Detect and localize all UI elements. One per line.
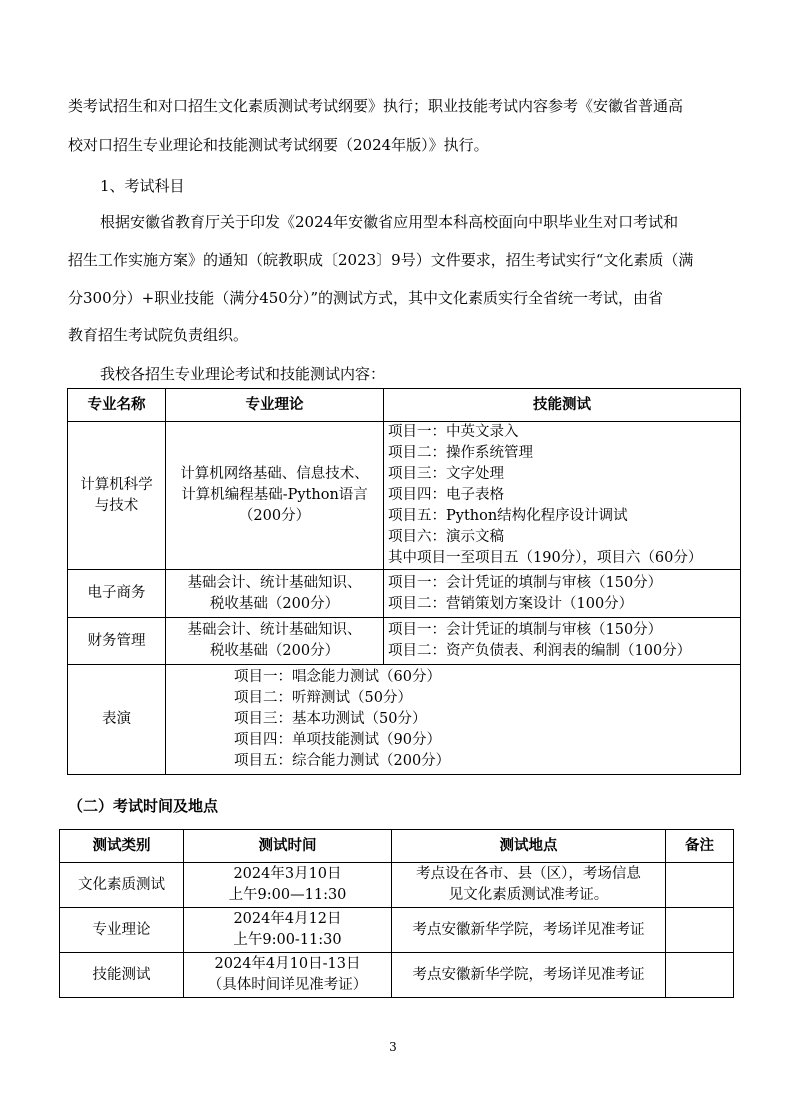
major-name-cell	[68, 665, 166, 775]
paragraph-line-5: 分300分）+职业技能（满分450分）”的测试方式，其中文化素质实行全省统一考试，由省	[68, 289, 664, 307]
header-major-name: 专业名称	[68, 389, 166, 422]
cell-line: 考点设在各市、县（区），考场信息	[416, 866, 641, 882]
theory-cell	[166, 570, 384, 618]
table-row	[60, 908, 734, 953]
cell-line: 项目四：电子表格	[388, 487, 504, 503]
cell-line: 其中项目一至项目五（190分），项目六（60分）	[388, 550, 703, 566]
note-cell	[666, 863, 734, 908]
cell-line: 项目一：会计凭证的填制与审核（150分）	[388, 622, 663, 638]
test-time-cell	[184, 863, 392, 908]
cell-line: 项目一：中英文录入	[388, 424, 519, 440]
cell-line: 计算机科学	[80, 476, 153, 493]
major-exam-content-table	[67, 388, 741, 775]
table-row	[68, 422, 741, 570]
major-name-cell	[68, 422, 166, 570]
cell-line: 2024年4月10日-13日	[214, 956, 361, 972]
cell-line: 项目六：演示文稿	[388, 529, 504, 545]
cell-line: 项目五：综合能力测试（200分）	[234, 753, 451, 769]
table-header-row	[60, 830, 734, 863]
cell-line: 项目一：会计凭证的填制与审核（150分）	[388, 574, 663, 591]
cell-line: 项目三：文字处理	[388, 466, 504, 482]
test-place-cell	[392, 863, 666, 908]
cell-line: 财务管理	[87, 632, 146, 649]
table-row	[68, 665, 741, 775]
cell-line: 计算机网络基础、信息技术、	[180, 466, 369, 482]
cell-line: 项目二：资产负债表、利润表的编制（100分）	[388, 643, 692, 659]
cell-line: 考点安徽新华学院，考场详见准考证	[412, 921, 645, 938]
cell-line: 上午9:00-11:30	[233, 932, 342, 948]
cell-line: 2024年3月10日	[233, 866, 342, 882]
cell-line: 上午9:00—11:30	[228, 887, 347, 903]
cell-line: 见文化素质测试准考证。	[448, 887, 609, 903]
test-place-cell	[392, 908, 666, 953]
skills-cell	[384, 570, 741, 618]
header-test-place: 测试地点	[392, 830, 666, 863]
cell-line: 项目二：操作系统管理	[388, 445, 533, 461]
test-category-cell: 技能测试	[60, 953, 184, 998]
major-name-cell	[68, 570, 166, 618]
cell-line: 项目五：Python结构化程序设计调试	[388, 508, 628, 524]
test-category-cell: 文化素质测试	[60, 863, 184, 908]
test-time-cell	[184, 953, 392, 998]
cell-line: 表演	[102, 711, 131, 727]
cell-line: 与技术	[94, 497, 139, 514]
cell-line: 税收基础（200分）	[209, 595, 340, 612]
table-row	[60, 863, 734, 908]
cell-line: 项目二：营销策划方案设计（100分）	[388, 595, 634, 612]
cell-line: 计算机编程基础-Python语言	[181, 487, 368, 503]
section-heading-exam-subjects: 1、考试科目	[100, 177, 185, 195]
paragraph-line-3: 根据安徽省教育厅关于印发《2024年安徽省应用型本科高校面向中职毕业生对口考试和	[100, 213, 679, 231]
performance-skills-cell	[166, 665, 741, 775]
cell-line: 考点安徽新华学院，考场详见准考证	[412, 966, 645, 983]
note-cell	[666, 908, 734, 953]
test-place-cell	[392, 953, 666, 998]
skills-cell	[384, 618, 741, 665]
header-theory: 专业理论	[166, 389, 384, 422]
cell-line: 税收基础（200分）	[209, 643, 340, 659]
paragraph-line-6: 教育招生考试院负责组织。	[68, 326, 249, 344]
exam-schedule-table	[59, 829, 734, 998]
header-test-category: 测试类别	[60, 830, 184, 863]
table-row	[68, 618, 741, 665]
cell-line: （200分）	[238, 508, 311, 524]
skills-cell	[384, 422, 741, 570]
note-cell	[666, 953, 734, 998]
cell-line: 项目四：单项技能测试（90分）	[234, 732, 441, 748]
table-header-row	[68, 389, 741, 422]
cell-line: 2024年4月12日	[233, 911, 342, 927]
paragraph-line-7: 我校各招生专业理论考试和技能测试内容：	[100, 365, 386, 383]
test-category-cell: 专业理论	[60, 908, 184, 953]
table-row	[60, 953, 734, 998]
table-row	[68, 570, 741, 618]
theory-cell	[166, 422, 384, 570]
paragraph-line-2: 校对口招生专业理论和技能测试考试纲要（2024年版）》执行。	[68, 136, 489, 154]
major-name-cell	[68, 618, 166, 665]
page-number: 3	[389, 1040, 397, 1054]
header-note: 备注	[666, 830, 734, 863]
paragraph-line-1: 类考试招生和对口招生文化素质测试考试纲要》执行；职业技能考试内容参考《安徽省普通高	[68, 97, 684, 115]
cell-line: 基础会计、统计基础知识、	[187, 622, 362, 638]
cell-line: 基础会计、统计基础知识、	[187, 574, 362, 591]
cell-line: （具体时间详见准考证）	[207, 977, 368, 993]
theory-cell	[166, 618, 384, 665]
test-time-cell	[184, 908, 392, 953]
paragraph-line-4: 招生工作实施方案》的通知（皖教职成〔2023〕9号）文件要求，招生考试实行“文化素质（满	[68, 251, 694, 269]
cell-line: 项目二：听辩测试（50分）	[234, 690, 412, 706]
section-title-exam-time-place: （二）考试时间及地点	[68, 797, 219, 815]
header-test-time: 测试时间	[184, 830, 392, 863]
cell-line: 项目三：基本功测试（50分）	[234, 711, 427, 727]
header-skill-test: 技能测试	[384, 389, 741, 422]
cell-line: 电子商务	[87, 585, 146, 601]
cell-line: 项目一：唱念能力测试（60分）	[234, 669, 441, 685]
